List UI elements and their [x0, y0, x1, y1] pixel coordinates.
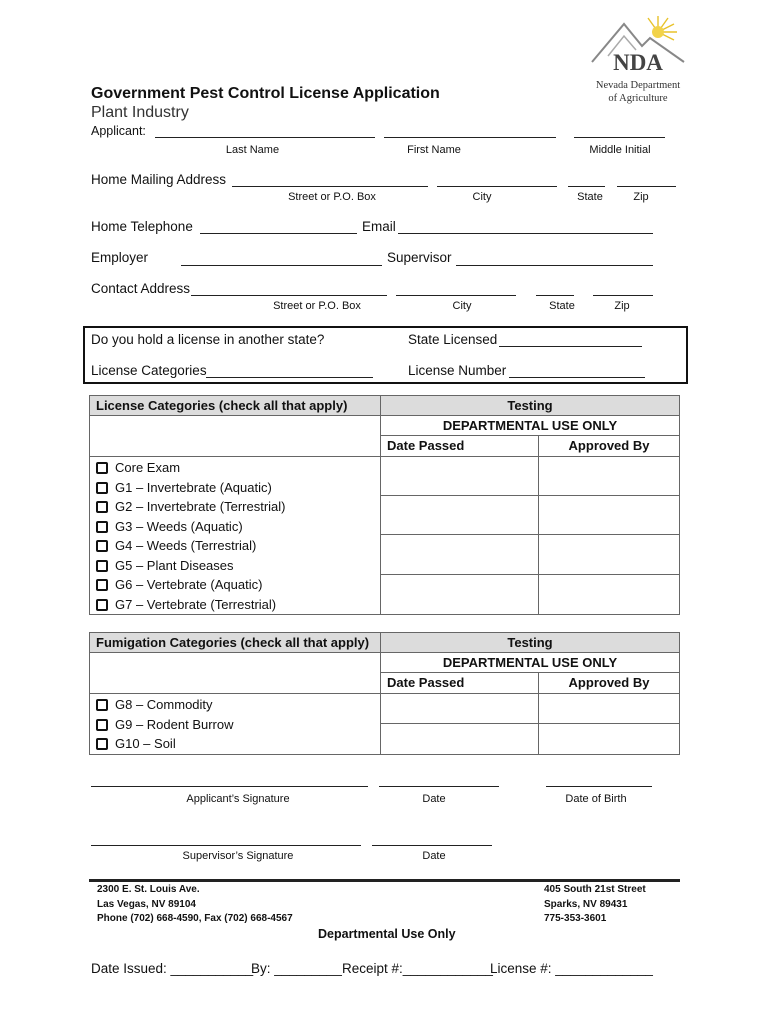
category-g2[interactable]: G2 – Invertebrate (Terrestrial): [96, 497, 374, 517]
footer-receipt: Receipt #:____________: [342, 961, 493, 976]
checkbox-icon[interactable]: [96, 462, 108, 474]
footer-license: License #: _____________: [490, 961, 653, 976]
other-license-categories-label: License Categories: [91, 363, 207, 378]
telephone-field[interactable]: [200, 233, 357, 234]
category-g7[interactable]: G7 – Vertebrate (Terrestrial): [96, 595, 374, 615]
date-passed-cell[interactable]: [381, 694, 539, 724]
category-g3[interactable]: G3 – Weeds (Aquatic): [96, 517, 374, 537]
supervisor-date-field[interactable]: [372, 845, 492, 846]
middle-initial-field[interactable]: [574, 137, 665, 138]
applicant-label: Applicant:: [91, 124, 146, 138]
middle-initial-caption: Middle Initial: [589, 144, 651, 156]
approved-by-cell[interactable]: [539, 535, 680, 574]
supervisor-signature-field[interactable]: [91, 845, 361, 846]
contact-street-caption: Street or P.O. Box: [273, 300, 361, 312]
supervisor-label: Supervisor: [387, 250, 452, 265]
date-passed-cell[interactable]: [381, 535, 539, 574]
footer-divider: [89, 879, 680, 882]
category-core-exam[interactable]: Core Exam: [96, 458, 374, 478]
checkbox-icon[interactable]: [96, 719, 108, 731]
footer-address-right-1: 405 South 21st Street: [544, 884, 646, 895]
employer-label: Employer: [91, 250, 149, 265]
applicant-signature-field[interactable]: [91, 786, 368, 787]
contact-zip-caption: Zip: [614, 300, 630, 312]
category-g10[interactable]: G10 – Soil: [96, 734, 374, 754]
state-licensed-field[interactable]: [499, 346, 642, 347]
date-passed-cell[interactable]: [381, 496, 539, 535]
approved-by-cell[interactable]: [539, 496, 680, 535]
home-city-caption: City: [472, 191, 492, 203]
checkbox-icon[interactable]: [96, 501, 108, 513]
checkbox-icon[interactable]: [96, 699, 108, 711]
home-zip-caption: Zip: [633, 191, 649, 203]
logo-acronym: NDA: [613, 50, 663, 75]
license-date-passed-header: Date Passed: [381, 436, 539, 457]
logo-line2: of Agriculture: [608, 93, 668, 104]
approved-by-cell[interactable]: [539, 457, 680, 496]
first-name-caption: First Name: [407, 144, 461, 156]
category-g5[interactable]: G5 – Plant Diseases: [96, 556, 374, 576]
checkbox-icon[interactable]: [96, 521, 108, 533]
approved-by-cell[interactable]: [539, 574, 680, 614]
fumigation-dept-use-header: DEPARTMENTAL USE ONLY: [381, 653, 680, 673]
fumigation-categories-table: [89, 632, 680, 755]
license-categories-table: [89, 395, 680, 615]
email-label: Email: [362, 219, 396, 234]
home-street-field[interactable]: [232, 186, 428, 187]
license-categories-list: [90, 457, 381, 615]
date-passed-cell[interactable]: [381, 723, 539, 754]
checkbox-icon[interactable]: [96, 599, 108, 611]
fumigation-categories-list: [90, 694, 381, 755]
applicant-signature-caption: Applicant’s Signature: [186, 793, 290, 805]
supervisor-field[interactable]: [456, 265, 653, 266]
footer-address-left-1: 2300 E. St. Louis Ave.: [97, 884, 200, 895]
footer-dept-use-only: Departmental Use Only: [318, 927, 456, 941]
other-state-question: Do you hold a license in another state?: [91, 332, 325, 347]
logo-line1: Nevada Department: [595, 80, 681, 91]
applicant-date-field[interactable]: [379, 786, 499, 787]
date-passed-cell[interactable]: [381, 574, 539, 614]
last-name-caption: Last Name: [225, 144, 280, 156]
license-number-label: License Number: [408, 363, 507, 378]
date-of-birth-field[interactable]: [546, 786, 652, 787]
applicant-date-caption: Date: [422, 793, 446, 805]
fumigation-approved-by-header: Approved By: [539, 673, 680, 694]
checkbox-icon[interactable]: [96, 540, 108, 552]
home-street-caption: Street or P.O. Box: [288, 191, 376, 203]
footer-address-left-3: Phone (702) 668-4590, Fax (702) 668-4567: [97, 913, 293, 924]
email-field[interactable]: [398, 233, 653, 234]
contact-street-field[interactable]: [191, 295, 387, 296]
page-title: Government Pest Control License Application: [91, 85, 440, 102]
category-g9[interactable]: G9 – Rodent Burrow: [96, 715, 374, 735]
nda-logo: [588, 12, 688, 112]
fumigation-date-passed-header: Date Passed: [381, 673, 539, 694]
approved-by-cell[interactable]: [539, 723, 680, 754]
employer-field[interactable]: [181, 265, 382, 266]
category-g8[interactable]: G8 – Commodity: [96, 695, 374, 715]
last-name-field[interactable]: [155, 137, 375, 138]
telephone-label: Home Telephone: [91, 219, 193, 234]
home-city-field[interactable]: [437, 186, 557, 187]
license-approved-by-header: Approved By: [539, 436, 680, 457]
supervisor-date-caption: Date: [422, 850, 446, 862]
home-state-caption: State: [577, 191, 603, 203]
checkbox-icon[interactable]: [96, 482, 108, 494]
contact-state-field[interactable]: [536, 295, 574, 296]
other-license-categories-field[interactable]: [206, 377, 373, 378]
license-dept-use-header: DEPARTMENTAL USE ONLY: [381, 416, 680, 436]
page-subtitle: Plant Industry: [91, 104, 189, 121]
footer-date-issued: Date Issued: ___________: [91, 961, 254, 976]
checkbox-icon[interactable]: [96, 579, 108, 591]
contact-state-caption: State: [549, 300, 575, 312]
approved-by-cell[interactable]: [539, 694, 680, 724]
footer-by: By: _________: [251, 961, 342, 976]
contact-zip-field[interactable]: [593, 295, 653, 296]
category-g6[interactable]: G6 – Vertebrate (Aquatic): [96, 575, 374, 595]
footer-address-right-2: Sparks, NV 89431: [544, 899, 628, 910]
license-testing-header: Testing: [381, 396, 680, 416]
category-g4[interactable]: G4 – Weeds (Terrestrial): [96, 536, 374, 556]
contact-city-caption: City: [452, 300, 472, 312]
license-table-header: License Categories (check all that apply): [90, 396, 381, 416]
date-passed-cell[interactable]: [381, 457, 539, 496]
contact-address-label: Contact Address: [91, 281, 191, 296]
category-g1[interactable]: G1 – Invertebrate (Aquatic): [96, 478, 374, 498]
date-of-birth-caption: Date of Birth: [565, 793, 627, 805]
home-zip-field[interactable]: [617, 186, 676, 187]
contact-city-field[interactable]: [396, 295, 516, 296]
first-name-field[interactable]: [384, 137, 556, 138]
footer-address-right-3: 775-353-3601: [544, 913, 607, 924]
home-state-field[interactable]: [568, 186, 605, 187]
fumigation-table-header: Fumigation Categories (check all that apply): [90, 633, 381, 653]
fumigation-testing-header: Testing: [381, 633, 680, 653]
checkbox-icon[interactable]: [96, 560, 108, 572]
checkbox-icon[interactable]: [96, 738, 108, 750]
supervisor-signature-caption: Supervisor’s Signature: [182, 850, 294, 862]
license-number-field[interactable]: [509, 377, 645, 378]
state-licensed-label: State Licensed: [408, 332, 498, 347]
footer-address-left-2: Las Vegas, NV 89104: [97, 899, 196, 910]
home-address-label: Home Mailing Address: [91, 172, 227, 187]
